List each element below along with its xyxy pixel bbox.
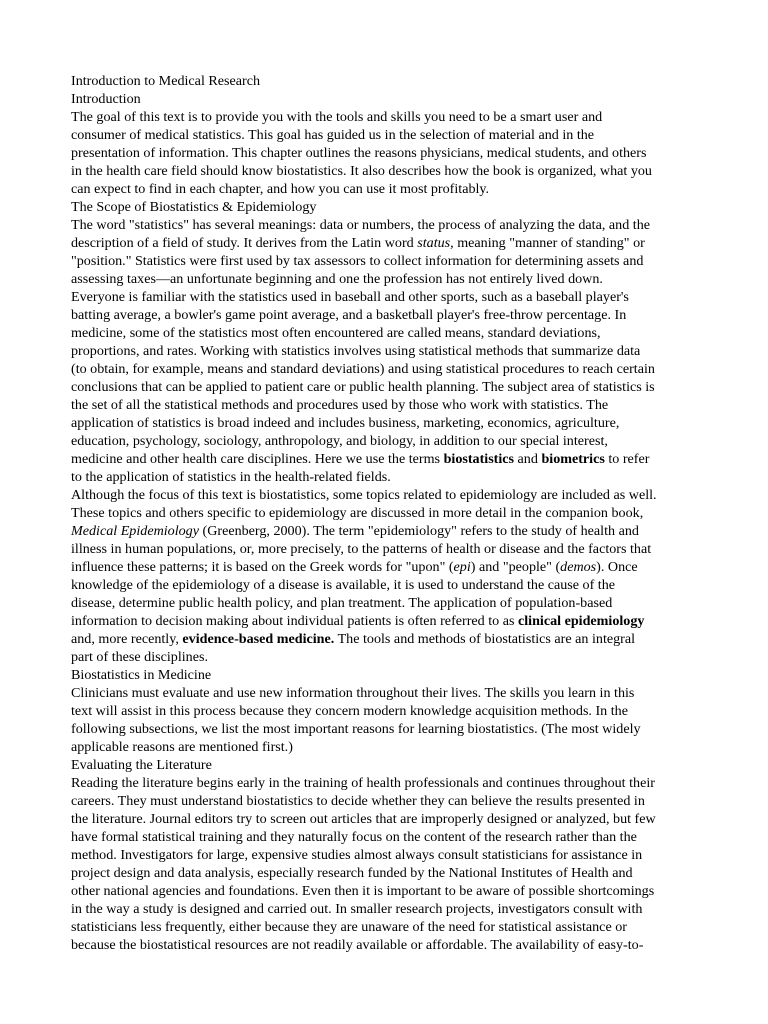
text-run: (Greenberg, 2000). The term "epidemiology" refers to the study of health and (198, 523, 639, 539)
text-run: following subsections, we list the most important reasons for learning biostatistics. (The most widely (71, 721, 641, 737)
text-run: careers. They must understand biostatistics to decide whether they can believe the results presented in (71, 793, 645, 809)
text-run: applicable reasons are mentioned first.) (71, 739, 293, 755)
text-line (71, 450, 698, 468)
text-line (71, 144, 698, 162)
text-line (71, 792, 698, 810)
text-run: have formal statistical training and they naturally focus on the content of the research rather than the (71, 829, 637, 845)
text-run: Evaluating the Literature (71, 757, 212, 773)
text-line (71, 666, 698, 684)
text-line (71, 486, 698, 504)
text-run: ). Once (596, 559, 638, 575)
text-run: and, more recently, (71, 631, 183, 647)
text-run: project design and data analysis, especially research funded by the National Institutes of Health and (71, 865, 633, 881)
text-line (71, 180, 698, 198)
text-run: The word "statistics" has several meanings: data or numbers, the process of analyzing the data, and the (71, 217, 650, 233)
text-run: consumer of medical statistics. This goal has guided us in the selection of material and in the (71, 127, 595, 143)
text-line (71, 702, 698, 720)
text-run: part of these disciplines. (71, 649, 208, 665)
text-line (71, 900, 698, 918)
text-line (71, 756, 698, 774)
text-run: to refer (604, 451, 650, 467)
text-line (71, 198, 698, 216)
bold-term: biostatistics (443, 451, 515, 467)
text-run: Although the focus of this text is biostatistics, some topics related to epidemiology are included as well. (71, 487, 657, 503)
document-body (71, 72, 698, 954)
text-run: and (514, 451, 542, 467)
text-run: text will assist in this process because they concern modern knowledge acquisition methods. In the (71, 703, 628, 719)
text-line (71, 774, 698, 792)
text-line (71, 648, 698, 666)
italic-term: status, (417, 235, 454, 251)
text-run: knowledge of the epidemiology of a disease is available, it is used to understand the cause of the (71, 577, 616, 593)
text-line (71, 936, 698, 954)
text-line (71, 360, 698, 378)
text-run: information to decision making about individual patients is often referred to as (71, 613, 518, 629)
text-run: "position." Statistics were first used by tax assessors to collect information for determining assets and (71, 253, 644, 269)
text-run: ) and "people" ( (470, 559, 561, 575)
text-run: other national agencies and foundations. Even then it is important to be aware of possible shortcomings (71, 883, 655, 899)
text-line (71, 306, 698, 324)
text-line (71, 288, 698, 306)
text-line (71, 126, 698, 144)
bold-term: biometrics (541, 451, 605, 467)
text-line (71, 846, 698, 864)
text-line (71, 342, 698, 360)
text-run: in the way a study is designed and carried out. In smaller research projects, investigators consult with (71, 901, 643, 917)
text-line (71, 162, 698, 180)
text-run: presentation of information. This chapter outlines the reasons physicians, medical students, and others (71, 145, 647, 161)
text-run: application of statistics is broad indeed and includes business, marketing, economics, agriculture, (71, 415, 620, 431)
text-line (71, 630, 698, 648)
text-line (71, 432, 698, 450)
text-run: because the biostatistical resources are not readily available or affordable. The availability of easy-to- (71, 937, 644, 953)
italic-term: demos (560, 559, 597, 575)
text-line (71, 918, 698, 936)
text-run: Introduction to Medical Research (71, 73, 261, 89)
text-line (71, 324, 698, 342)
text-run: medicine and other health care disciplines. Here we use the terms (71, 451, 444, 467)
text-run: to the application of statistics in the health-related fields. (71, 469, 391, 485)
text-line (71, 396, 698, 414)
text-line (71, 216, 698, 234)
text-line (71, 108, 698, 126)
text-run: The Scope of Biostatistics & Epidemiology (71, 199, 317, 215)
text-run: the set of all the statistical methods and procedures used by those who work with statistics. The (71, 397, 609, 413)
text-line (71, 72, 698, 90)
text-line (71, 522, 698, 540)
text-run: can expect to find in each chapter, and how you can use it most profitably. (71, 181, 490, 197)
text-line (71, 378, 698, 396)
bold-term: clinical epidemiology (517, 613, 645, 629)
text-line (71, 270, 698, 288)
text-run: the literature. Journal editors try to screen out articles that are improperly designed or analyzed, but few (71, 811, 656, 827)
text-line (71, 540, 698, 558)
text-run: Clinicians must evaluate and use new information throughout their lives. The skills you learn in this (71, 685, 635, 701)
text-run: conclusions that can be applied to patient care or public health planning. The subject area of statistics is (71, 379, 655, 395)
italic-term: Medical Epidemiology (71, 523, 199, 539)
text-line (71, 828, 698, 846)
text-line (71, 810, 698, 828)
text-run: illness in human populations, or, more precisely, to the patterns of health or disease and the factors that (71, 541, 652, 557)
text-line (71, 468, 698, 486)
text-line (71, 576, 698, 594)
italic-term: epi (453, 559, 471, 575)
text-line (71, 504, 698, 522)
text-run: These topics and others specific to epidemiology are discussed in more detail in the companion book, (71, 505, 644, 521)
text-run: Reading the literature begins early in the training of health professionals and continues throughout their (71, 775, 655, 791)
text-run: assessing taxes—an unfortunate beginning and one the profession has not entirely lived down. (71, 271, 603, 287)
text-run: medicine, some of the statistics most often encountered are called means, standard deviations, (71, 325, 601, 341)
text-run: method. Investigators for large, expensive studies almost always consult statisticians for assistance in (71, 847, 643, 863)
text-line (71, 684, 698, 702)
text-line (71, 612, 698, 630)
text-run: batting average, a bowler's game point average, and a basketball player's free-throw percentage. In (71, 307, 627, 323)
bold-term: evidence-based medicine. (182, 631, 335, 647)
text-run: (to obtain, for example, means and standard deviations) and using statistical procedures to reach certain (71, 361, 655, 377)
text-run: Everyone is familiar with the statistics used in baseball and other sports, such as a baseball player's (71, 289, 629, 305)
text-run: meaning "manner of standing" or (453, 235, 645, 251)
text-line (71, 720, 698, 738)
text-run: Biostatistics in Medicine (71, 667, 212, 683)
text-run: influence these patterns; it is based on the Greek words for "upon" ( (71, 559, 454, 575)
text-line (71, 864, 698, 882)
text-run: The tools and methods of biostatistics are an integral (334, 631, 636, 647)
text-run: statisticians less frequently, either because they are unaware of the need for statistical assistance or (71, 919, 627, 935)
text-run: proportions, and rates. Working with statistics involves using statistical methods that summarize data (71, 343, 641, 359)
text-run: The goal of this text is to provide you with the tools and skills you need to be a smart user and (71, 109, 603, 125)
text-line (71, 90, 698, 108)
text-line (71, 594, 698, 612)
text-line (71, 252, 698, 270)
text-run: Introduction (71, 91, 141, 107)
text-run: description of a field of study. It derives from the Latin word (71, 235, 418, 251)
text-run: disease, determine public health policy, and plan treatment. The application of population-based (71, 595, 613, 611)
text-line (71, 234, 698, 252)
text-run: in the health care field should know biostatistics. It also describes how the book is organized, what you (71, 163, 652, 179)
text-line (71, 414, 698, 432)
text-line (71, 882, 698, 900)
text-line (71, 558, 698, 576)
text-run: education, psychology, sociology, anthropology, and biology, in addition to our special interest, (71, 433, 608, 449)
text-line (71, 738, 698, 756)
